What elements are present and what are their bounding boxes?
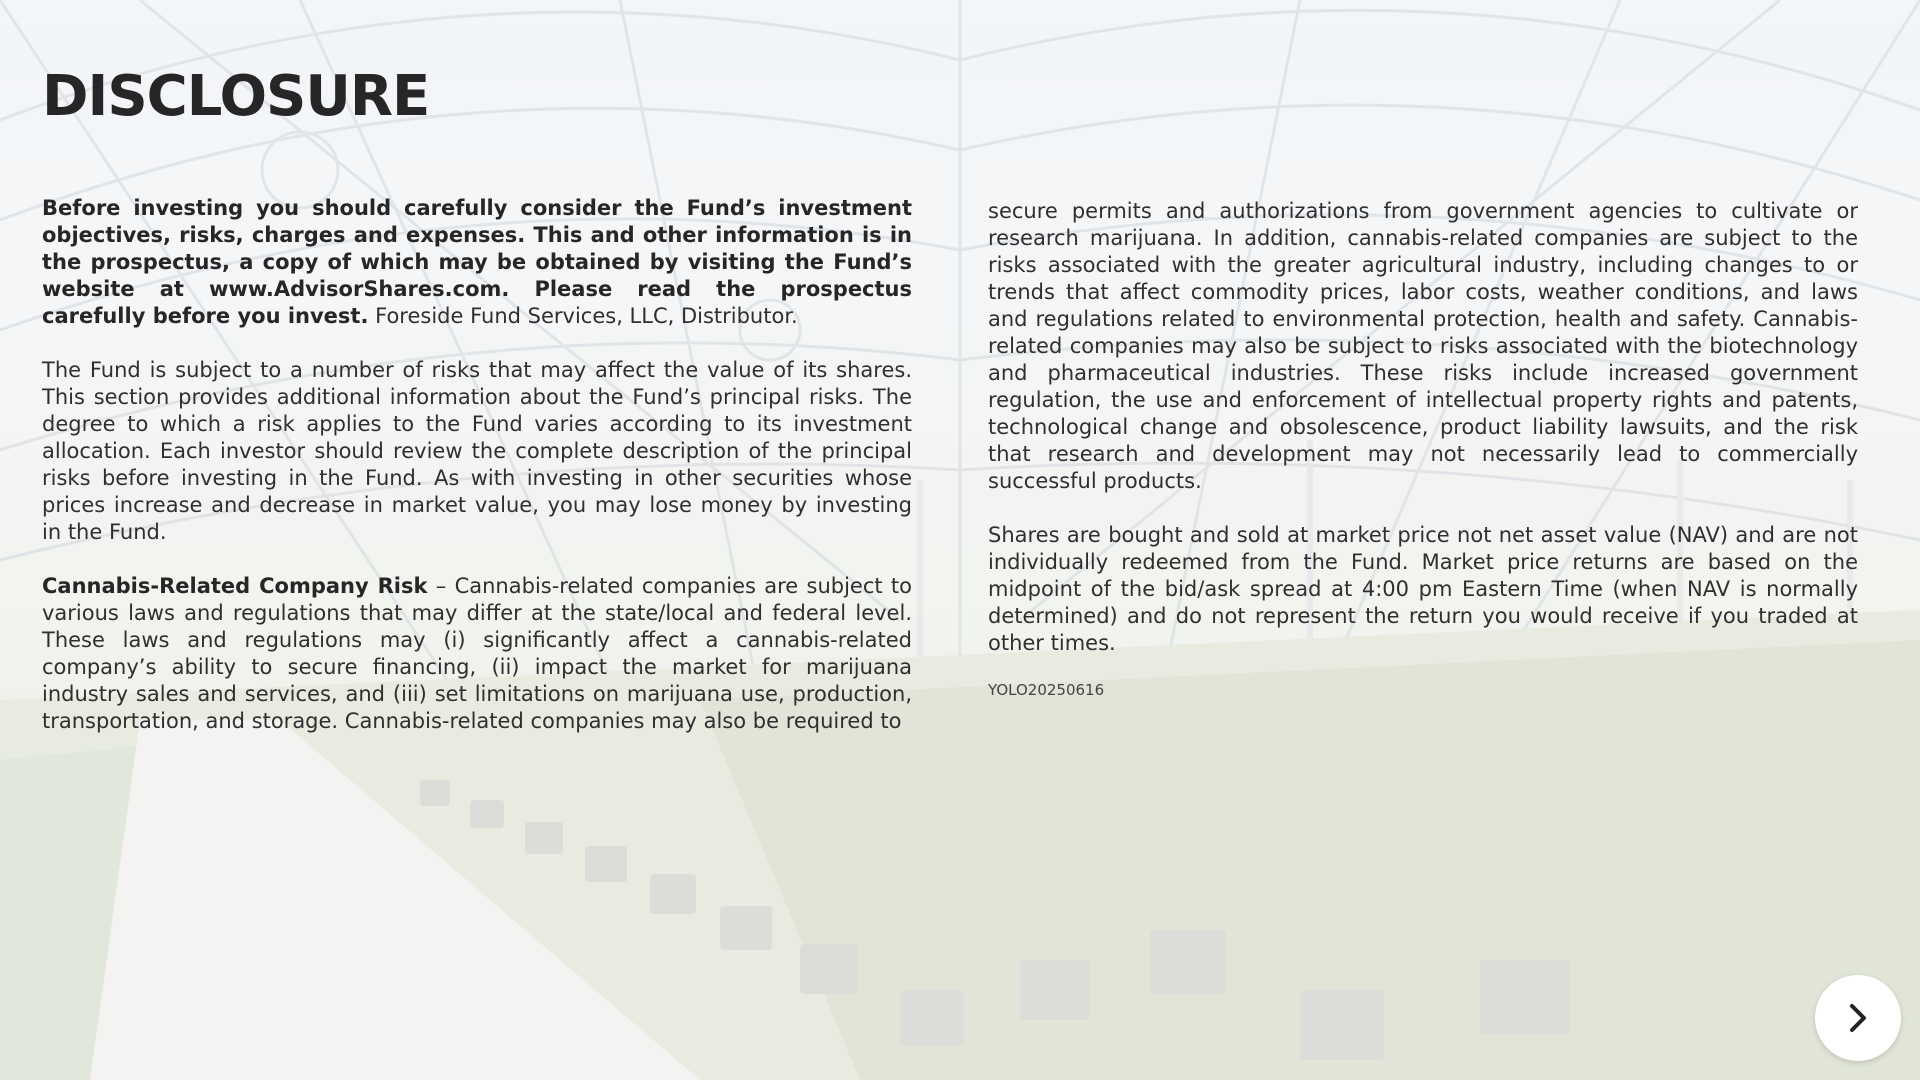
document-code: YOLO20250616 [988,681,1105,699]
cannabis-risk-paragraph [42,573,912,735]
risk-paragraph: The Fund is subject to a number of risks that may affect the value of its shares. This section provides additional information about the Fund’s principal risks. The degree to which a risk applies to the Fund varies according to its investment allocation. Each investor should review the complete description of the principal risks before investing in the Fund. As with investing in other securities whose prices increase and decrease in market value, you may lose money by investing in the Fund. [42,358,912,544]
cannabis-risk-heading: Cannabis-Related Company Risk [42,574,428,598]
cannabis-risk-continuation: secure permits and authorizations from government agencies to cultivate or research marijuana. In addition, cannabis-related companies are subject to the risks associated with the greater agricultural industry, including changes to or trends that affect commodity prices, labor costs, weather conditions, and laws and regulations related to environmental protection, health and safety. Cannabis-related companies may also be subject to risks associated with the biotechnology and pharmaceutical industries. These risks include increased government regulation, the use and enforcement of intellectual property rights and patents, technological change and obsolescence, product liability lawsuits, and the risk that research and development may not necessarily lead to commercially successful products. [988,199,1858,493]
intro-paragraph [42,195,912,330]
intro-bold-text: Before investing you should carefully consider the Fund’s investment objectives, risks, charges and expenses. This and other information is in the prospectus, a copy of which may be obtained by visiting the Fund’s website at www.AdvisorShares.com. Please read the prospectus carefully before you invest. [42,196,912,328]
nav-paragraph: Shares are bought and sold at market price not net asset value (NAV) and are not individually redeemed from the Fund. Market price returns are based on the midpoint of the bid/ask spread at 4:00 pm Eastern Time (when NAV is normally determined) and do not represent the return you would receive if you traded at other times. [988,523,1858,655]
distributor-text: Foreside Fund Services, LLC, Distributor. [368,304,798,328]
chevron-right-icon [1838,998,1878,1038]
disclosure-right-column [988,198,1858,700]
cannabis-risk-text: – Cannabis-related companies are subject to various laws and regulations that may differ at the state/local and federal level. These laws and regulations may (i) significantly affect a cannabis-related company’s ability to secure financing, (ii) impact the market for marijuana industry sales and services, and (iii) set limitations on marijuana use, production, transportation, and storage. Cannabis-related companies may also be required to [42,574,913,733]
next-slide-button[interactable] [1815,975,1901,1061]
disclosure-left-column [42,195,912,762]
page-title: DISCLOSURE [42,64,430,129]
